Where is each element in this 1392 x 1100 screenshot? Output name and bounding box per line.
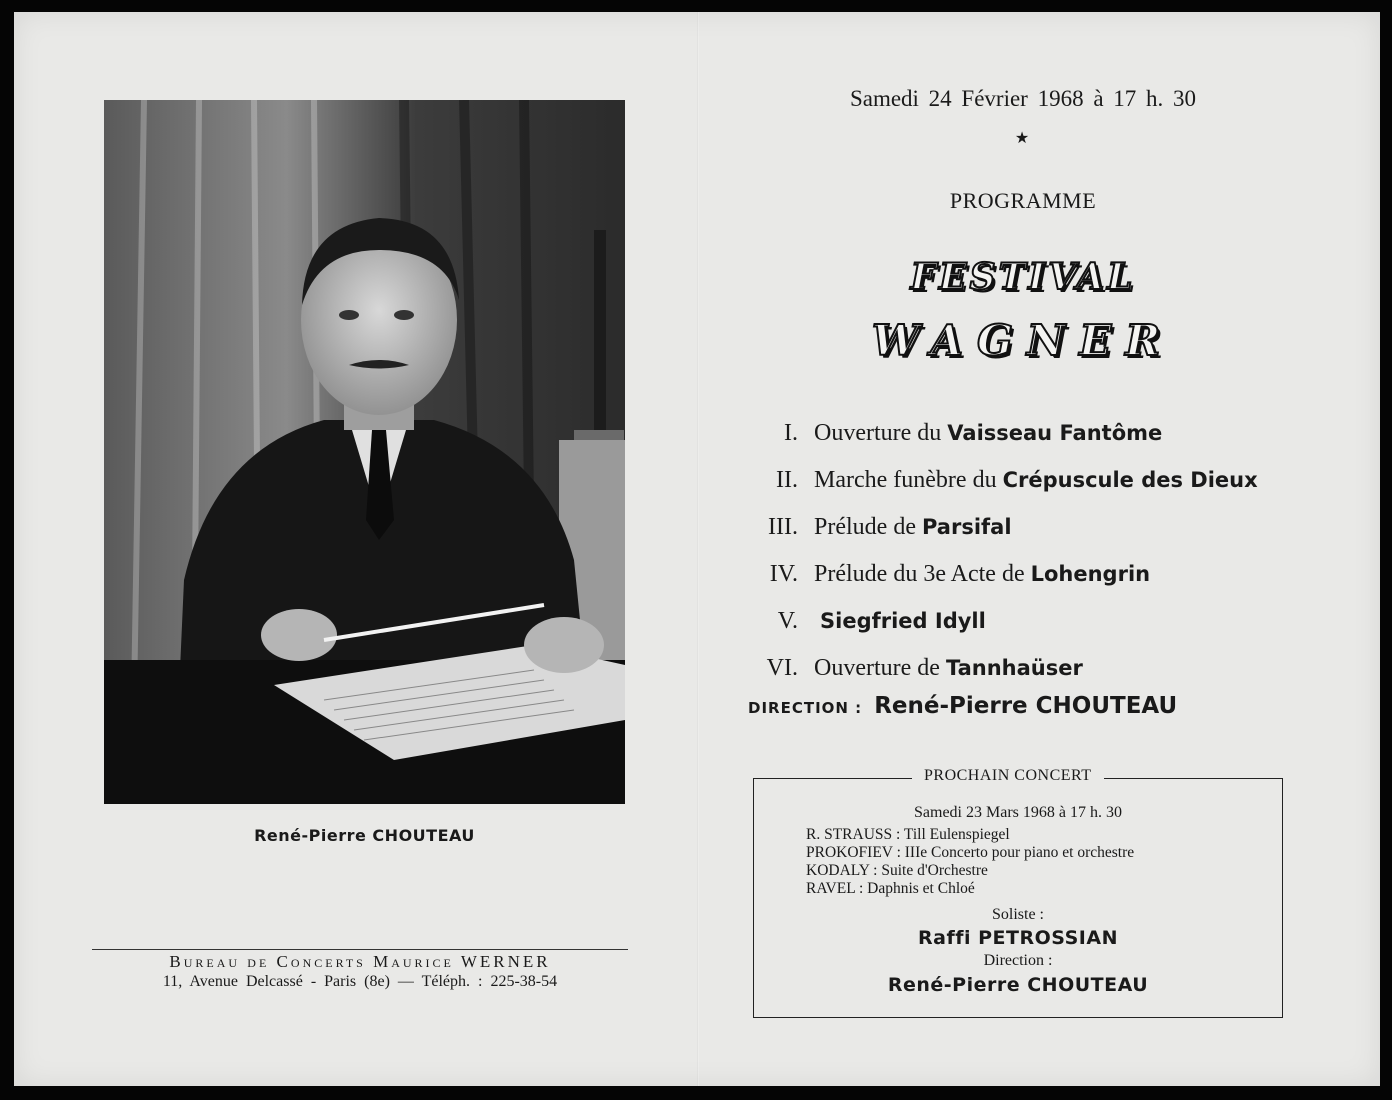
programme-item — [740, 655, 1083, 687]
next-concert-work: R. STRAUSS : Till Eulenspiegel — [806, 826, 1010, 843]
next-direction-label: Direction : — [983, 952, 1053, 969]
next-concert-works — [806, 826, 1134, 898]
photo-caption: René-Pierre CHOUTEAU — [254, 826, 475, 845]
item-number: IV. — [769, 561, 798, 587]
item-work: Parsifal — [921, 515, 1012, 539]
conductor-name: René-Pierre CHOUTEAU — [874, 693, 1178, 719]
item-number: V. — [777, 608, 798, 634]
programme-item — [740, 514, 1012, 546]
conductor-photo — [104, 100, 625, 804]
next-concert-work: PROKOFIEV : IIIe Concerto pour piano et orchestre — [806, 844, 1135, 861]
item-work: Crépuscule des Dieux — [1002, 468, 1258, 492]
item-number: III. — [768, 514, 798, 540]
item-number: I. — [784, 420, 798, 446]
programme-item — [740, 420, 1162, 452]
item-work: Lohengrin — [1030, 562, 1151, 586]
programme-heading: PROGRAMME — [949, 188, 1097, 213]
direction-label: DIRECTION : — [748, 699, 863, 717]
item-work: Tannhaüser — [945, 656, 1083, 680]
soliste-label: Soliste : — [991, 906, 1044, 923]
item-number: VI. — [766, 655, 798, 681]
direction-line — [748, 693, 1177, 719]
bureau-name: Bureau de Concerts Maurice WERNER — [169, 952, 551, 971]
next-concert-work: RAVEL : Daphnis et Chloé — [806, 880, 975, 897]
conductor-portrait-icon — [104, 100, 625, 804]
item-work: Siegfried Idyll — [820, 609, 986, 633]
item-number: II. — [776, 467, 798, 493]
item-text: Prélude de — [814, 514, 916, 540]
center-fold — [697, 12, 699, 1086]
programme-item — [740, 608, 986, 640]
footer-rule — [92, 949, 628, 950]
concert-date: Samedi 24 Février 1968 à 17 h. 30 — [849, 86, 1197, 111]
next-concert-work: KODALY : Suite d'Orchestre — [806, 862, 988, 879]
star-icon: ★ — [1014, 130, 1030, 147]
item-text: Ouverture de — [814, 655, 940, 681]
programme-item — [740, 561, 1150, 593]
soloist-name: Raffi PETROSSIAN — [918, 927, 1118, 949]
next-concert-date: Samedi 23 Mars 1968 à 17 h. 30 — [914, 804, 1122, 821]
next-conductor-name: René-Pierre CHOUTEAU — [887, 974, 1149, 996]
festival-title: FESTIVAL — [910, 256, 1136, 298]
item-text: Marche funèbre du — [814, 467, 997, 493]
bureau-address: 11, Avenue Delcassé - Paris (8e) — Téléph. : 225-38-54 — [162, 973, 558, 990]
composer-title: WAGNER — [871, 316, 1175, 365]
programme-item — [740, 467, 1258, 499]
next-concert-title: PROCHAIN CONCERT — [912, 767, 1104, 785]
item-work: Vaisseau Fantôme — [947, 421, 1163, 445]
item-text: Prélude du 3e Acte de — [814, 561, 1025, 587]
item-text: Ouverture du — [814, 420, 942, 446]
